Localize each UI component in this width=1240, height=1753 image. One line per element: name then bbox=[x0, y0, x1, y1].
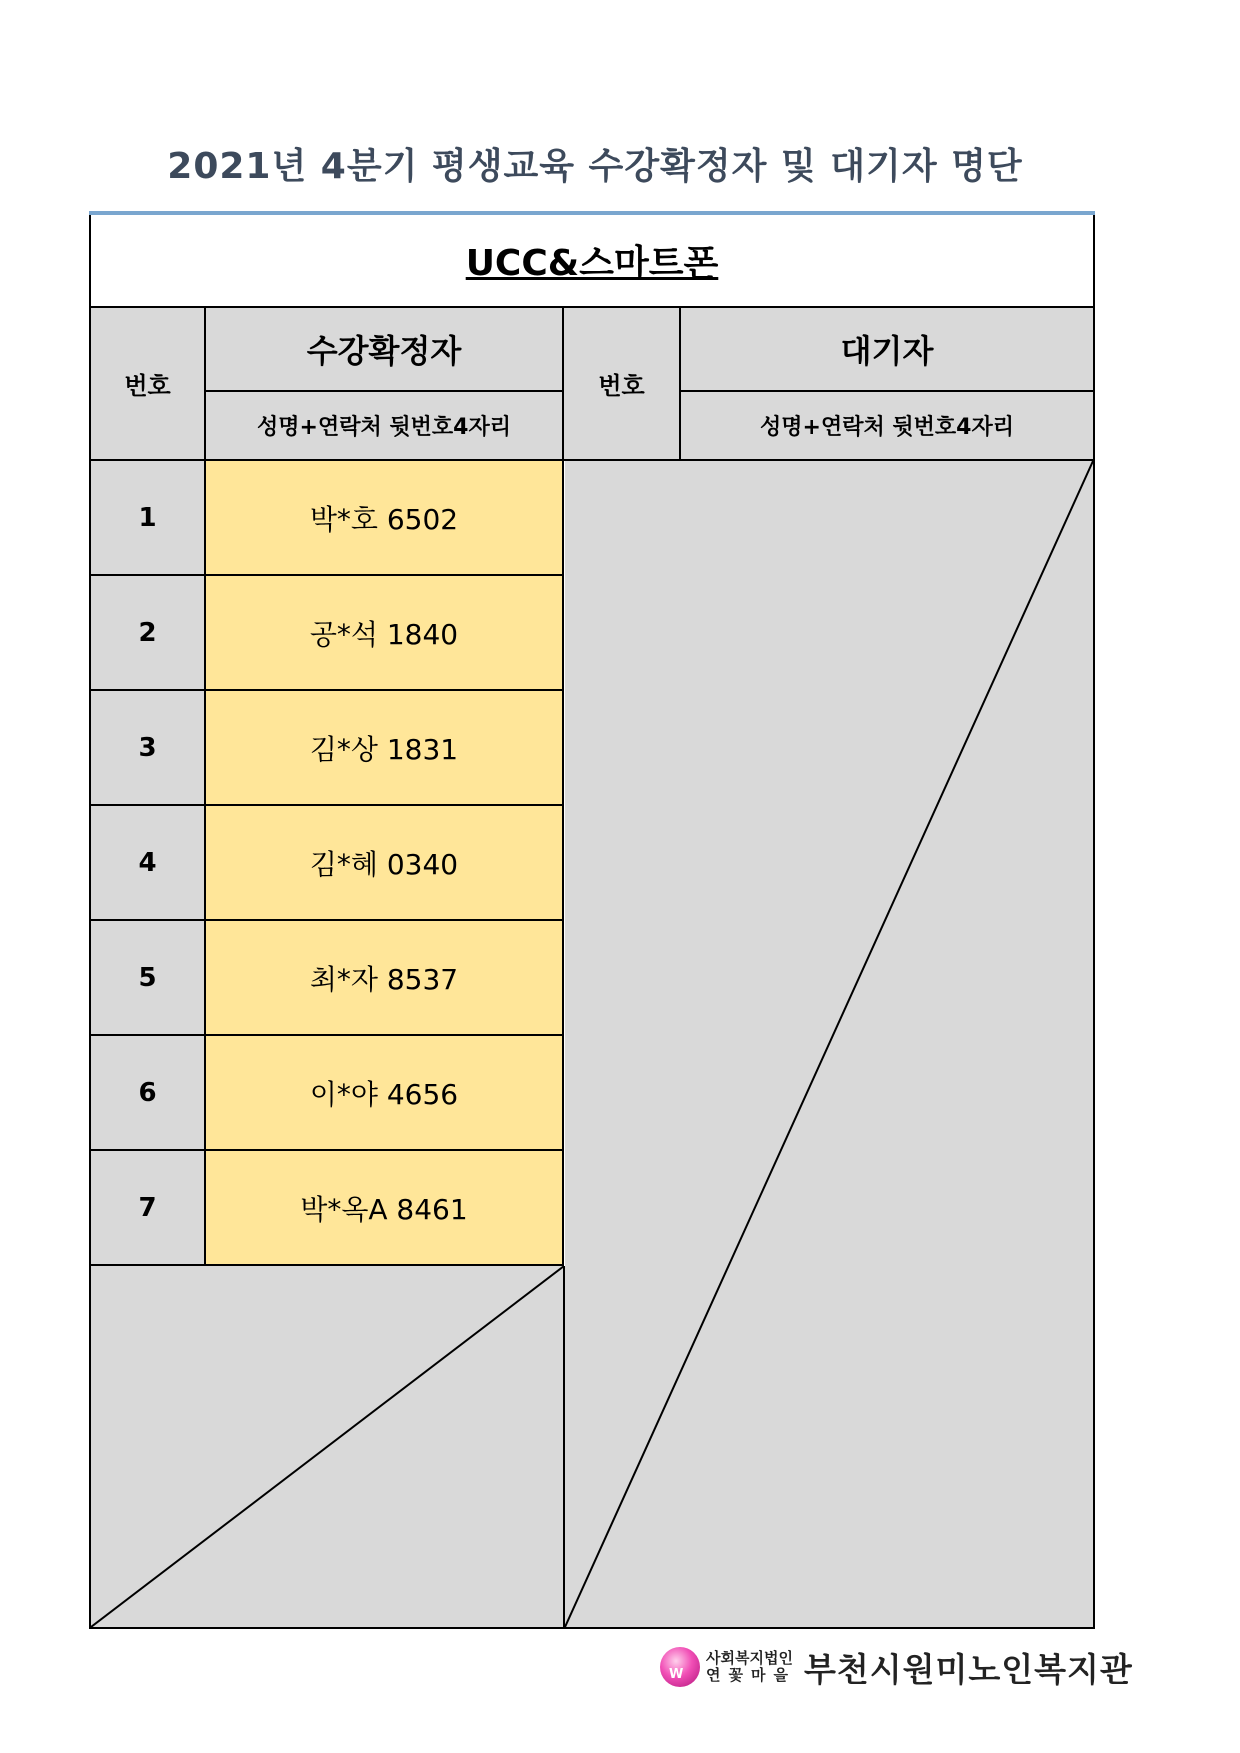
organization-type: 사회복지법인 bbox=[706, 1649, 793, 1667]
table-row-number: 5 bbox=[91, 921, 206, 1036]
table-row-name: 김*상 1831 bbox=[206, 691, 564, 806]
table-row-name: 공*석 1840 bbox=[206, 576, 564, 691]
lotus-logo-icon bbox=[660, 1647, 700, 1687]
logo-mark: W bbox=[669, 1667, 684, 1682]
waiting-subheader: 성명+연락처 뒷번호4자리 bbox=[681, 392, 1093, 461]
table-row-name: 박*호 6502 bbox=[206, 461, 564, 576]
confirmed-subheader: 성명+연락처 뒷번호4자리 bbox=[206, 392, 564, 461]
confirmed-header: 수강확정자 bbox=[206, 308, 564, 392]
table-row-number: 6 bbox=[91, 1036, 206, 1151]
organization-affiliation bbox=[706, 1650, 796, 1684]
confirmed-number-header: 번호 bbox=[91, 308, 206, 461]
table-row-name: 최*자 8537 bbox=[206, 921, 564, 1036]
table-row-number: 1 bbox=[91, 461, 206, 576]
organization-footer bbox=[660, 1644, 1133, 1690]
table-row-name: 박*옥A 8461 bbox=[206, 1151, 564, 1266]
table-row-number: 4 bbox=[91, 806, 206, 921]
program-name: UCC&스마트폰 bbox=[91, 215, 1093, 308]
waiting-header: 대기자 bbox=[681, 308, 1093, 392]
organization-name: 부천시원미노인복지관 bbox=[803, 1649, 1133, 1689]
organization-parent: 연꽃마을 bbox=[706, 1666, 796, 1684]
table-row-number: 3 bbox=[91, 691, 206, 806]
waiting-number-header: 번호 bbox=[564, 308, 681, 461]
table-row-name: 이*야 4656 bbox=[206, 1036, 564, 1151]
empty-area-diagonals bbox=[91, 215, 1093, 1627]
table-row-name: 김*혜 0340 bbox=[206, 806, 564, 921]
table-row-number: 2 bbox=[91, 576, 206, 691]
table-row-number: 7 bbox=[91, 1151, 206, 1266]
roster-table bbox=[89, 215, 1095, 1629]
page-title: 2021년 4분기 평생교육 수강확정자 및 대기자 명단 bbox=[167, 146, 1023, 187]
